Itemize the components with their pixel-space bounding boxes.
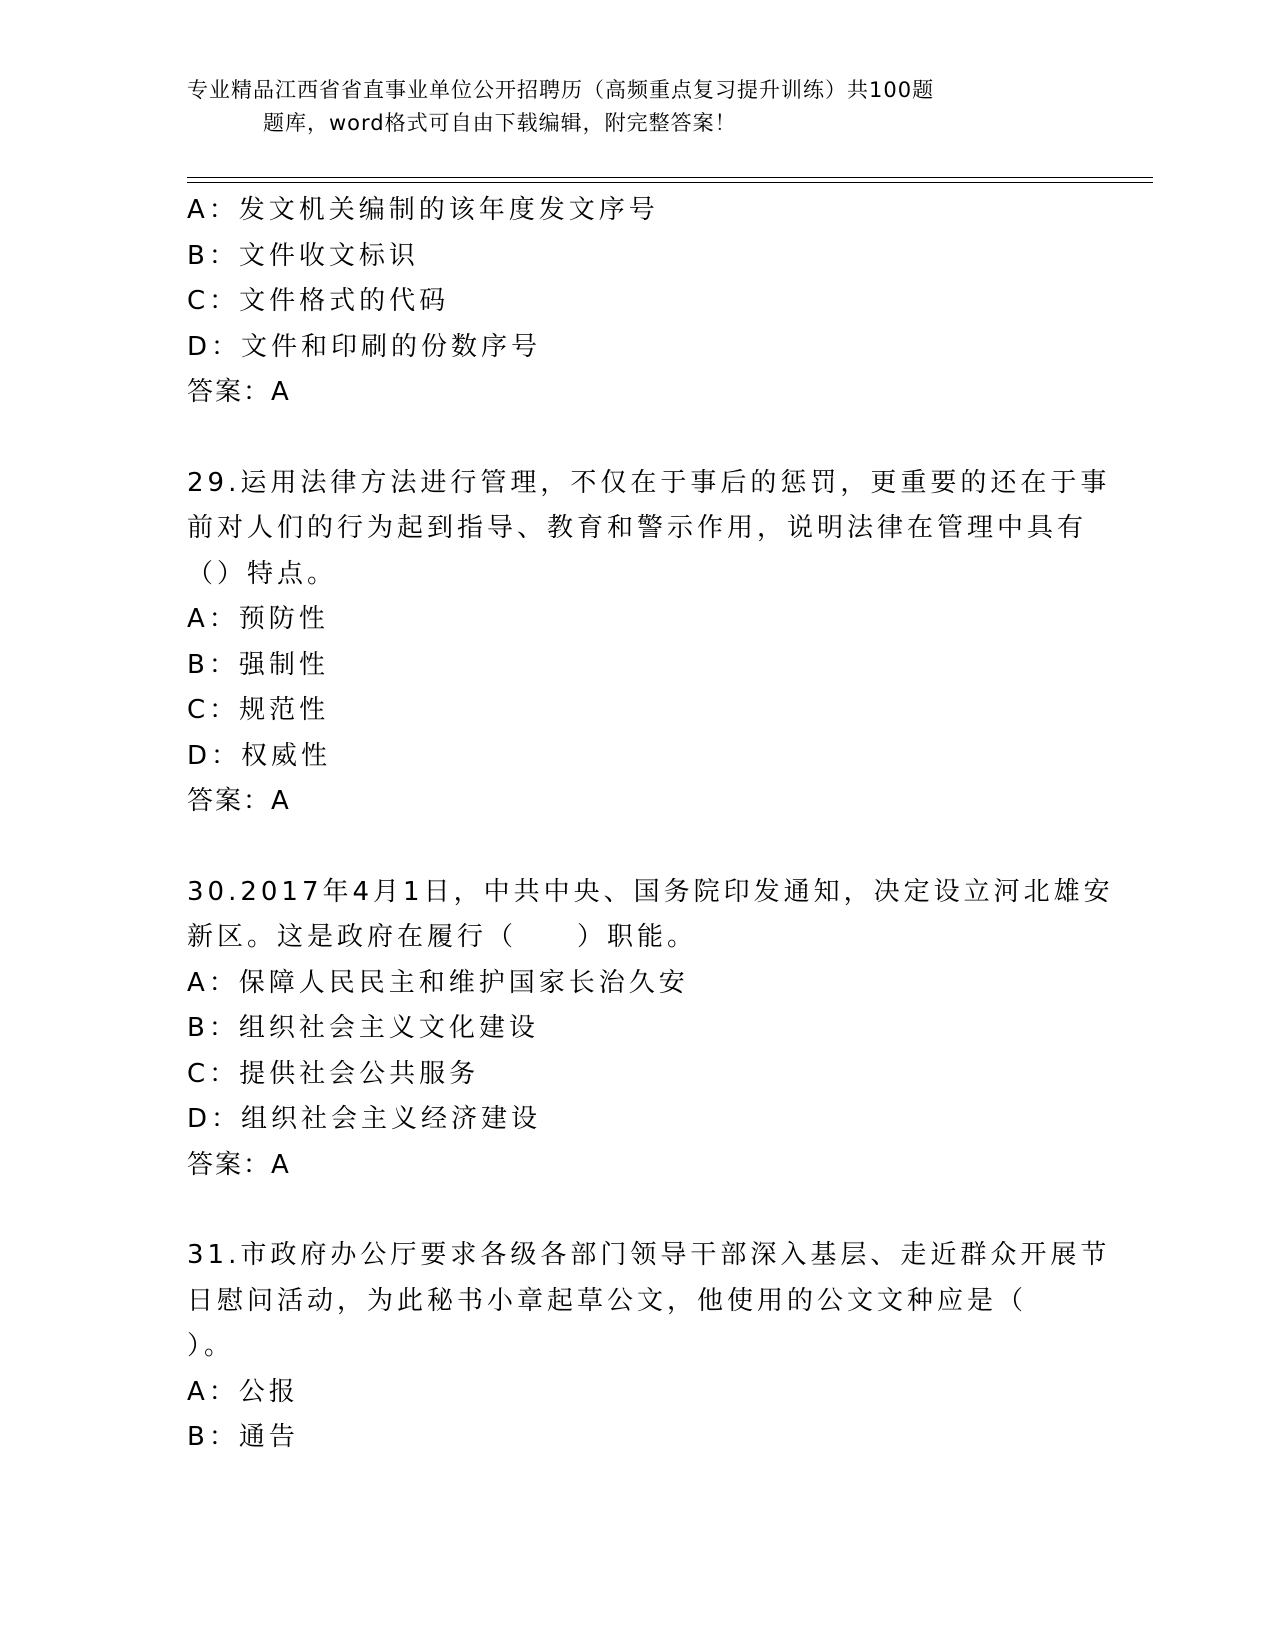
header-rule-top [187, 177, 1153, 178]
option-a: A：公报 [187, 1376, 299, 1407]
option-b: B：通告 [187, 1422, 299, 1452]
question-31 [187, 1233, 1111, 1461]
option-b: B：组织社会主义文化建设 [187, 1013, 539, 1043]
option-d: D：组织社会主义经济建设 [187, 1104, 542, 1134]
question-gap [187, 825, 1087, 870]
answer-line: 答案：A [187, 786, 291, 816]
question-stem-line: 日慰问活动，为此秘书小章起草公文，他使用的公文文种应是（ [187, 1285, 1028, 1316]
option-a: A：发文机关编制的该年度发文序号 [187, 195, 659, 225]
question-29 [187, 461, 1111, 825]
question-stem-line: （）特点。 [187, 558, 338, 589]
option-b: B：强制性 [187, 649, 329, 680]
option-d: D：文件和印刷的份数序号 [187, 331, 542, 362]
question-stem-line: 31.市政府办公厅要求各级各部门领导干部深入基层、走近群众开展节 [187, 1240, 1111, 1270]
document-body [187, 188, 1114, 1461]
question-stem-line: 前对人们的行为起到指导、教育和警示作用，说明法律在管理中具有 [187, 513, 1088, 543]
option-c: C：提供社会公共服务 [187, 1058, 480, 1089]
question-30 [187, 870, 1114, 1189]
option-c: C：文件格式的代码 [187, 286, 450, 316]
option-d: D：权威性 [187, 740, 332, 771]
document-header [187, 74, 1047, 140]
answer-line: 答案：A [187, 1149, 291, 1180]
question-gap [187, 1188, 1087, 1233]
question-28-options [187, 188, 1087, 416]
answer-line: 答案：A [187, 377, 291, 407]
question-stem-line: 新区。这是政府在履行（ ）职能。 [187, 922, 698, 952]
option-a: A：保障人民民主和维护国家长治久安 [187, 967, 689, 998]
header-title-line-1: 专业精品江西省省直事业单位公开招聘历（高频重点复习提升训练）共100题 [187, 78, 935, 102]
question-stem-line: 30.2017年4月1日，中共中央、国务院印发通知，决定设立河北雄安 [187, 876, 1114, 907]
question-stem-line: ）。 [187, 1331, 235, 1361]
option-c: C：规范性 [187, 695, 330, 725]
question-stem-line: 29.运用法律方法进行管理，不仅在于事后的惩罚，更重要的还在于事 [187, 467, 1111, 498]
header-rule-bottom [187, 182, 1153, 183]
header-title-line-2: 题库，word格式可自由下载编辑，附完整答案！ [263, 111, 737, 135]
question-gap [187, 416, 1087, 461]
option-b: B：文件收文标识 [187, 240, 419, 271]
option-a: A：预防性 [187, 604, 329, 634]
